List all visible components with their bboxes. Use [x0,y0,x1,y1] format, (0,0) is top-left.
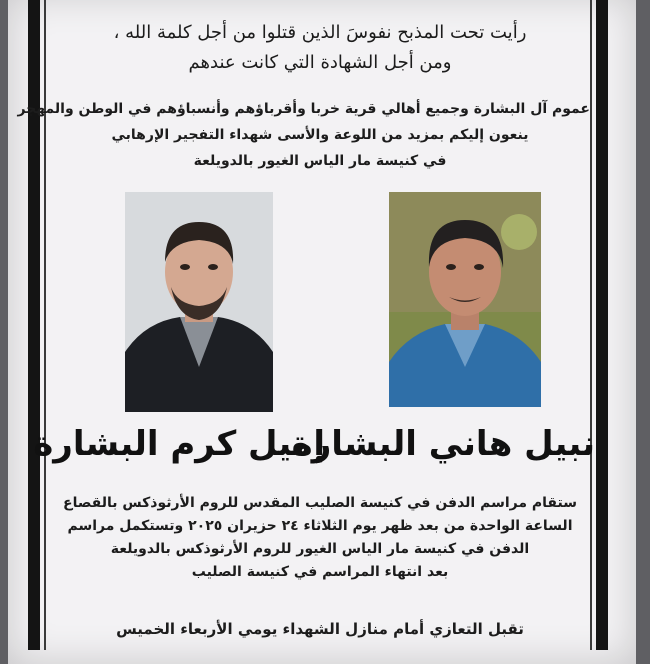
mourning-border-right [596,0,608,650]
funeral-line-2: الساعة الواحدة من بعد ظهر يوم الثلاثاء ٢٤ حزيران ٢٠٢٥ وتستكمل مراسم [67,518,573,534]
mourning-border-right-inner [590,0,592,650]
funeral-line-3: الدفن في كنيسة مار الياس الغيور للروم الأرثوذكس بالدويلعة [110,541,530,557]
announcement-line-1: عموم آل البشارة وجميع أهالي قرية خربا وأقرباؤهم وأنسباؤهم في الوطن والمهجر [17,101,590,117]
funeral-line-1: ستقام مراسم الدفن في كنيسة الصليب المقدس للروم الأرثوذكس بالقصاع [63,495,577,511]
verse-line-1: رأيت تحت المذبح نفوسَ الذين قتلوا من أجل كلمة الله ، [113,22,527,43]
announcement-line-3: في كنيسة مار الياس الغيور بالدويلعة [193,153,447,169]
martyr-photo-nabil [389,192,541,407]
martyr-name-nabil: نبيل هاني البشارة [291,424,595,464]
condolences-line-1: تقبل التعازي أمام منازل الشهداء يومي الأربعاء الخميس [116,620,524,638]
martyr-photo-emil [125,192,273,412]
announcement-line-2: ينعون إليكم بمزيد من اللوعة والأسى شهداء التفجير الإرهابي [111,127,529,143]
funeral-line-4: بعد انتهاء المراسم في كنيسة الصليب [191,564,449,580]
martyr-name-emil: إميل كرم البشارة [33,424,325,464]
verse-line-2: ومن أجل الشهادة التي كانت عندهم [188,52,452,73]
